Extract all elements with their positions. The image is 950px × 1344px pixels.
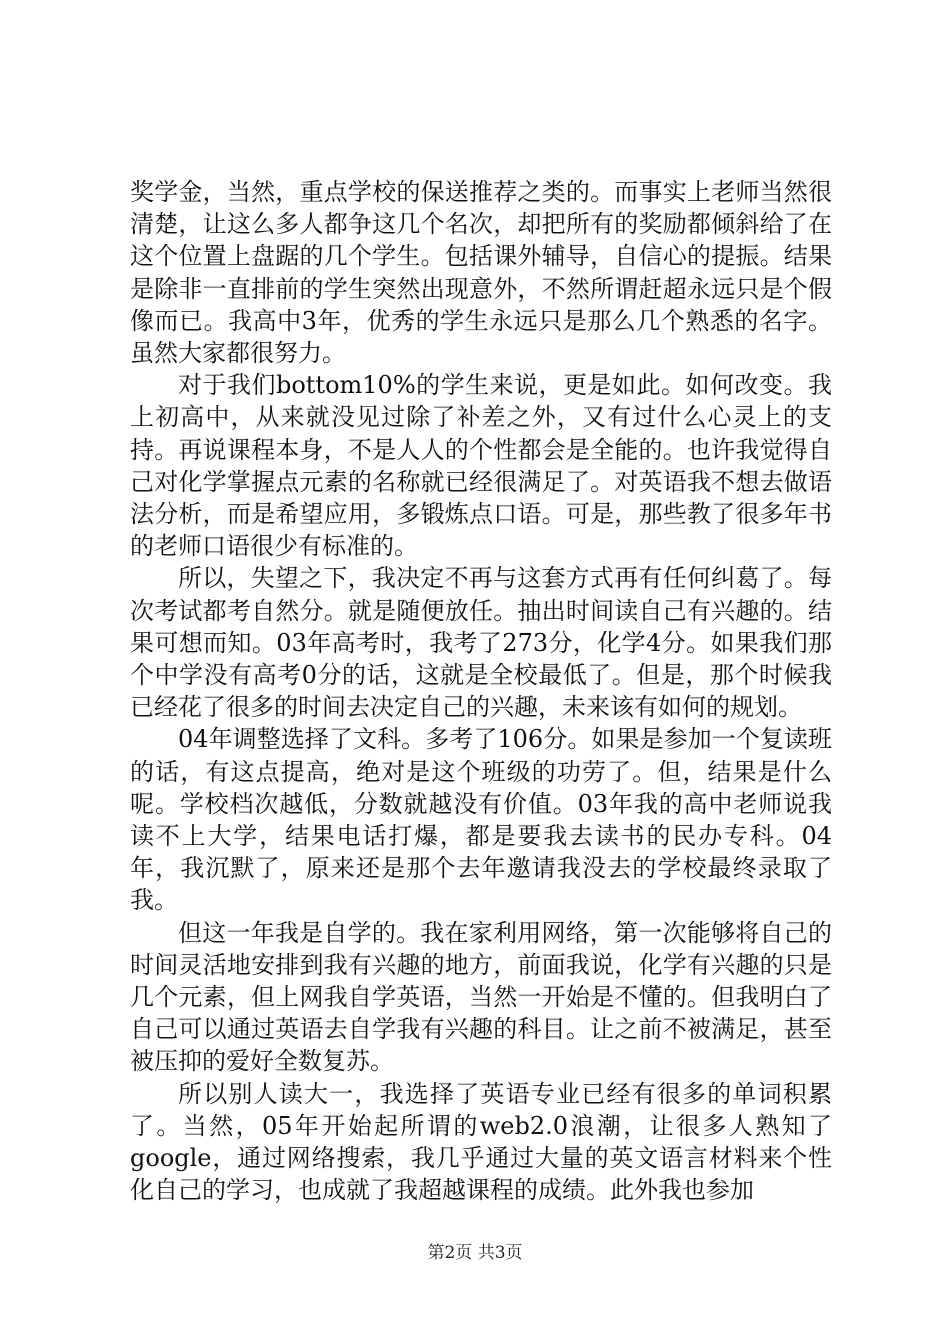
paragraph-5: 但这一年我是自学的。我在家利用网络，第一次能够将自己的时间灵活地安排到我有兴趣的地方，前面我说，化学有兴趣的只是几个元素，但上网我自学英语，当然一开始是不懂的。但我明白了自己可以通过英语去自学我有兴趣的科目。让之前不被满足，甚至被压抑的爱好全数复苏。 bbox=[130, 918, 832, 1076]
paragraph-3: 所以，失望之下，我决定不再与这套方式再有任何纠葛了。每次考试都考自然分。就是随便放任。抽出时间读自己有兴趣的。结果可想而知。03年高考时，我考了273分，化学4分。如果我们那个中学没有高考0分的话，这就是全校最低了。但是，那个时候我已经花了很多的时间去决定自己的兴趣，未来该有如何的规划。 bbox=[130, 564, 832, 722]
paragraph-4: 04年调整选择了文科。多考了106分。如果是参加一个复读班的话，有这点提高，绝对是这个班级的功劳了。但，结果是什么呢。学校档次越低，分数就越没有价值。03年我的高中老师说我读不上大学，结果电话打爆，都是要我去读书的民办专科。04年，我沉默了，原来还是那个去年邀请我没去的学校最终录取了我。 bbox=[130, 725, 832, 915]
body-text bbox=[130, 176, 832, 1207]
paragraph-1: 奖学金，当然，重点学校的保送推荐之类的。而事实上老师当然很清楚，让这么多人都争这几个名次，却把所有的奖励都倾斜给了在这个位置上盘踞的几个学生。包括课外辅导，自信心的提振。结果是除非一直排前的学生突然出现意外，不然所谓赶超永远只是个假像而已。我高中3年，优秀的学生永远只是那么几个熟悉的名字。虽然大家都很努力。 bbox=[130, 178, 832, 368]
paragraph-6: 所以别人读大一，我选择了英语专业已经有很多的单词积累了。当然，05年开始起所谓的web2.0浪潮，让很多人熟知了google，通过网络搜索，我几乎通过大量的英文语言材料来个性化自己的学习，也成就了我超越课程的成绩。此外我也参加 bbox=[130, 1079, 832, 1205]
paragraph-2: 对于我们bottom10%的学生来说，更是如此。如何改变。我上初高中，从来就没见过除了补差之外，又有过什么心灵上的支持。再说课程本身，不是人人的个性都会是全能的。也许我觉得自己对化学掌握点元素的名称就已经很满足了。对英语我不想去做语法分析，而是希望应用，多锻炼点口语。可是，那些教了很多年书的老师口语很少有标准的。 bbox=[130, 371, 832, 561]
page-number-footer: 第2页 共3页 bbox=[427, 1243, 523, 1263]
